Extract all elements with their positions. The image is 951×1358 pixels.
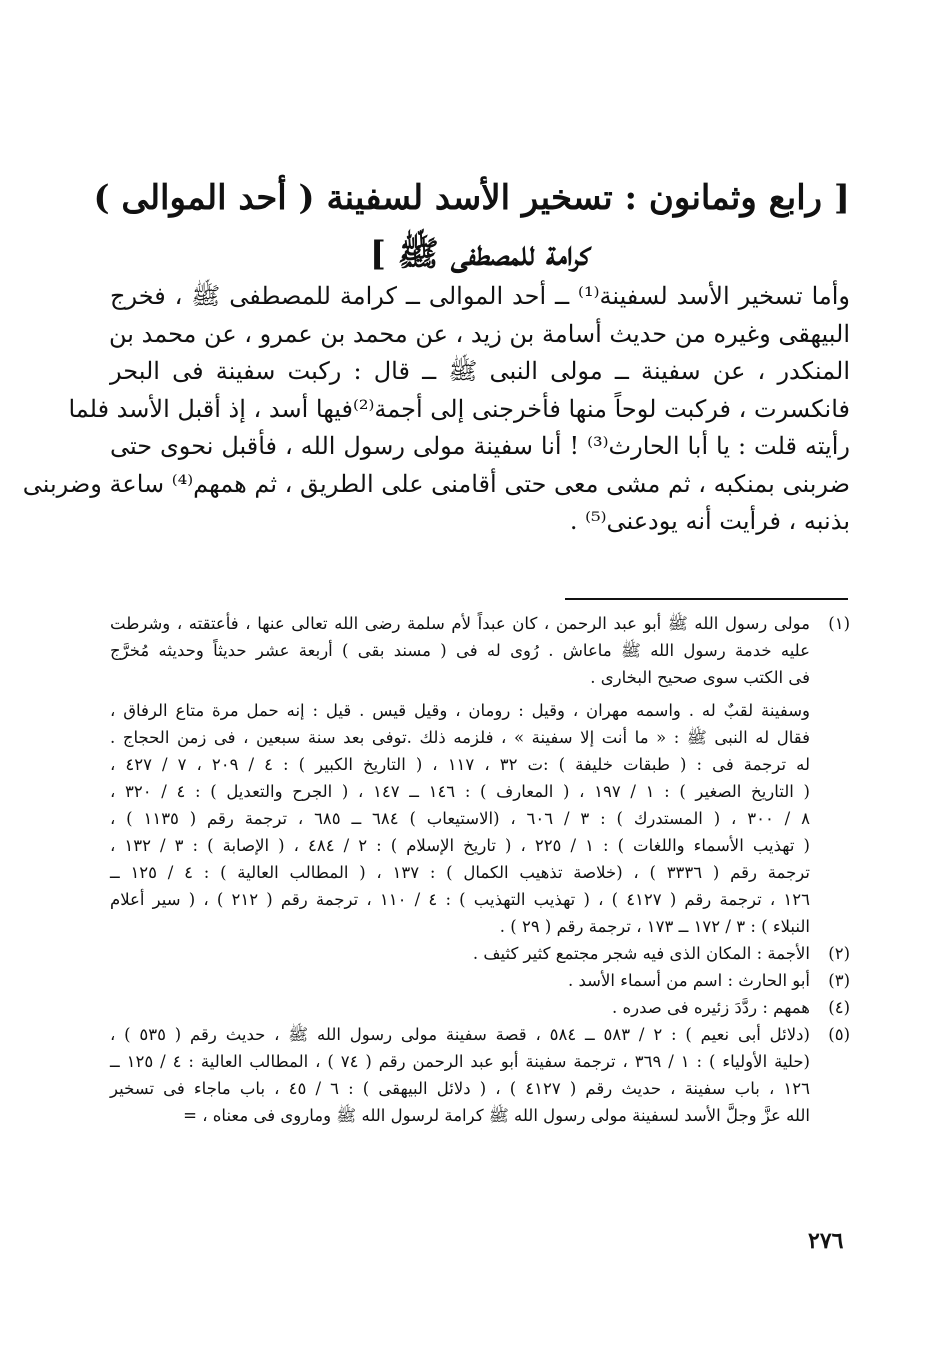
main-paragraph [22,278,850,541]
footnote-line: همهم : ردَّدَ زئيره فى صدره . [612,998,810,1017]
footnote-4 [110,994,850,1021]
footnote-line: ١٢٦ ، باب سفينة ، حديث رقم ( ٤١٢٧ ) ، ( دلائل البيهقى ) : ٦ / ٤٥ ، باب ماجاء فى تسخير [110,1079,810,1098]
footnote-line: الله عزَّ وجلَّ الأسد لسفينة مولى رسول الله ﷺ كرامة لرسول الله ﷺ وماروى فى معناه ، = [183,1106,810,1125]
footnote-number: (٢) [828,944,850,963]
footnote-line: ١٢٦ ، ترجمة رقم ( ٤١٢٧ ) ، ( تهذيب التهذيب ) : ٤ / ١١٠ ، ترجمة رقم ( ٢١٢ ) ، ( سير أعلام [110,890,811,909]
footnote-2 [110,940,850,967]
footnote-line: ترجمة رقم ( ٣٣٣٦ ) ، (خلاصة تذهيب الكمال ) : ١٣٧ ، ( المطالب العالية ) : ٤ / ١٢٥ ــ [110,863,810,882]
paragraph-line: وأما تسخير الأسد لسفينة⁽¹⁾ ــ أحد الموالى ــ كرامة للمصطفى ﷺ ، فخرج [110,282,850,310]
footnote-1 [110,610,850,940]
footnote-line: ٨ / ٣٠٠ ، ( المستدرك ) : ٣ / ٦٠٦ ، (الاستيعاب ) ٦٨٤ ــ ٦٨٥ ، ترجمة رقم ( ١١٣٥ ) ، [110,809,810,828]
footnote-line: الأجمة : المكان الذى فيه شجر مجتمع كثير كثيف . [472,944,810,963]
paragraph-line: بذنبه ، فرأيت أنه يودعنى⁽⁵⁾ . [569,507,850,535]
paragraph-line: ضربنى بمنكبه ، ثم مشى معى حتى أقامنى على الطريق ، ثم همهم⁽⁴⁾ ساعة وضربنى [22,469,850,498]
footnote-line: ( تهذيب الأسماء واللغات ) : ١ / ٢٢٥ ، ( تاريخ الإسلام ) : ٢ / ٤٨٤ ، ( الإصابة ) : ٣ / ١٣٢ ، [110,836,810,855]
section-heading [93,170,850,282]
heading-line-2: كرامة للمصطفى ﷺ ] [369,234,591,274]
footnote-line: أبو الحارث : اسم من أسماء الأسد . [567,971,810,990]
footnote-line: وسفينة لقبٌ له . واسمه مهران ، وقيل : رومان ، وقيل قيس . قيل : إنه حمل مرة متاع الرفاق ، [110,701,810,720]
footnote-separator [565,598,848,600]
heading-line-1: [ رابع وثمانون : تسخير الأسد لسفينة ( أحد الموالى ) [93,178,850,218]
footnotes [110,610,850,1129]
footnote-line: (دلائل أبى نعيم ) : ٢ / ٥٨٣ ــ ٥٨٤ ، قصة سفينة مولى رسول الله ﷺ ، حديث رقم ( ٥٣٥ ) ، [110,1025,810,1044]
footnote-line: النبلاء ) : ٣ / ١٧٢ ــ ١٧٣ ، ترجمة رقم ( ٢٩ ) . [499,917,810,936]
footnote-3 [110,967,850,994]
paragraph-line: فانكسرت ، فركبت لوحاً منها فأخرجنى إلى أجمة⁽²⁾فيها أسد ، إذ أقبل الأسد فلما [68,394,850,423]
footnote-line: عليه خدمة رسول الله ﷺ ماعاش . رُوى له فى ( مسند بقى ) أربعة عشر حديثاً وحديثه مُخرَّج [110,641,810,660]
footnote-line: فقال له النبى ﷺ : « ما أنت إلا سفينة » ، فلزمه ذلك .توفى بعد سنة سبعين ، فى زمن الحجاج . [110,728,810,747]
footnote-line: مولى رسول الله ﷺ أبو عبد الرحمن ، كان عبداً لأم سلمة رضى الله تعالى عنها ، فأعتقته ، وشرطت [110,614,810,633]
paragraph-line: البيهقى وغيره من حديث أسامة بن زيد ، عن محمد بن عمرو ، عن محمد بن [109,319,850,348]
footnote-line: له ترجمة فى : ( طبقات خليفة ) :ت ٣٢ ، ١١٧ ، ( التاريخ الكبير ) : ٤ / ٢٠٩ ، ٧ / ٤٢٧ ، [110,755,810,774]
footnote-5 [110,1021,850,1129]
footnote-line: (حلية الأولياء ) : ١ / ٣٦٩ ، ترجمة سفينة أبو عبد الرحمن رقم ( ٧٤ ) ، المطالب العالية : ٤ / ١٢٥ ــ [110,1052,810,1071]
page-number: ٢٧٦ [808,1228,844,1254]
footnote-number: (٤) [828,998,850,1017]
footnote-line: ( التاريخ الصغير ) : ١ / ١٩٧ ، ( المعارف ) : ١٤٦ ــ ١٤٧ ، ( الجرح والتعديل ) : ٤ / ٣٢٠ ، [110,782,810,801]
footnote-number: (٥) [828,1025,850,1044]
footnote-line: فى الكتب سوى صحيح البخارى . [590,668,810,687]
paragraph-line: رأيته قلت : يا أبا الحارث⁽³⁾ ! أنا سفينة مولى رسول الله ، فأقبل نحوى حتى [110,432,850,460]
paragraph-line: المنكدر ، عن سفينة ــ مولى النبى ﷺ ــ قال : ركبت سفينة فى البحر [110,357,850,385]
footnote-number: (٣) [828,971,850,990]
footnote-number: (١) [828,614,850,633]
